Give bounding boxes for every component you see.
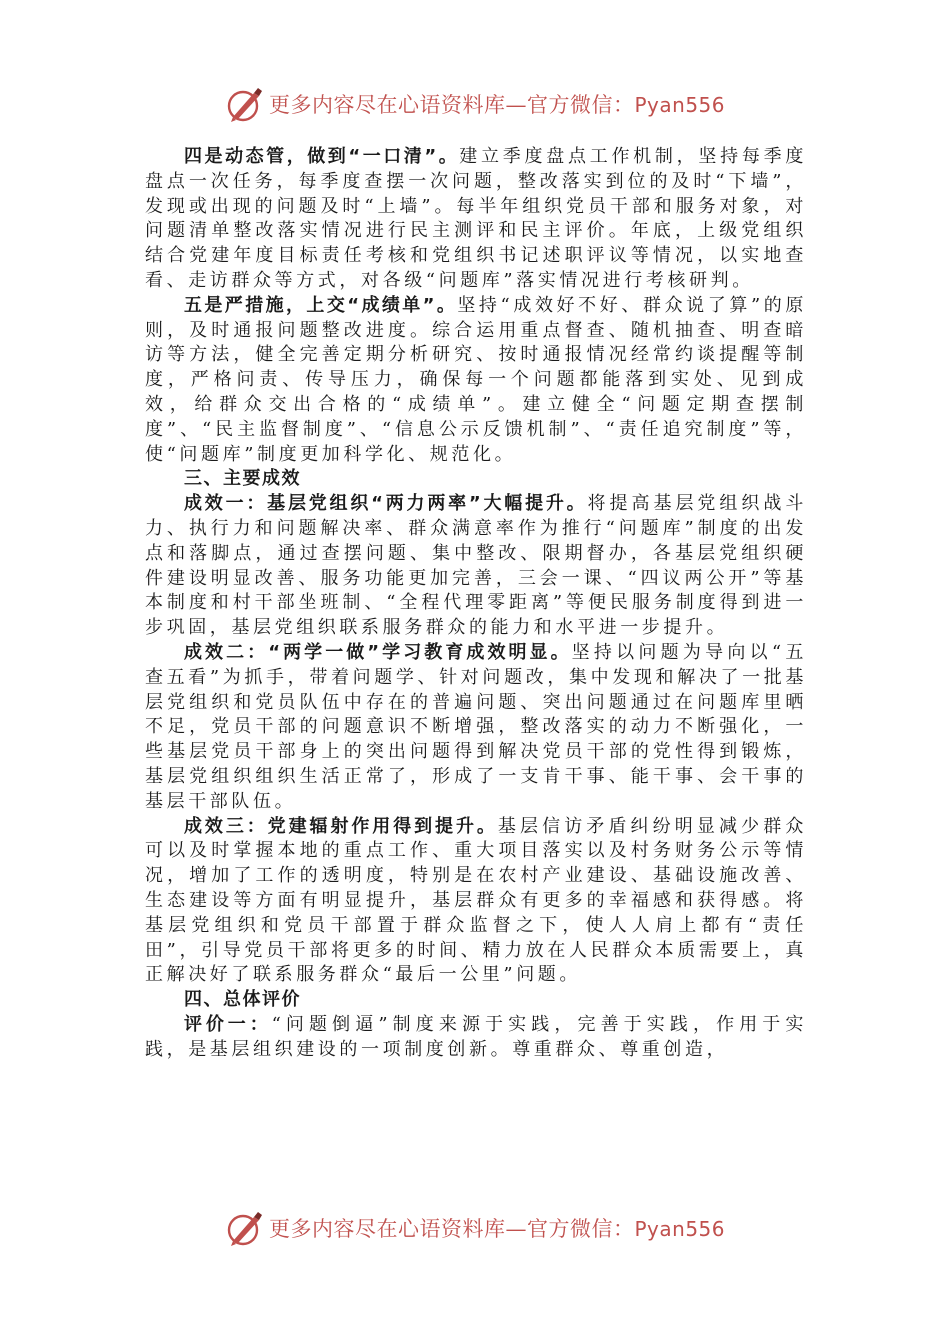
paragraph-result-two [145, 641, 807, 815]
watermark-banner-bottom [0, 1206, 950, 1250]
paragraph-lead: 四是动态管，做到“一口清”。 [184, 146, 460, 167]
watermark-text: 更多内容尽在心语资料库—官方微信：Pyan556 [268, 1217, 725, 1241]
paragraph-text: 坚持“成效好不好、群众说了算”的原则，及时通报问题整改进度。综合运用重点督查、随机抽查、明查暗访等方法，健全完善定期分析研究、按时通报情况经常约谈提醒等制度，严格问责、传导压力，确保每一个问题都能落到实处、见到成效，给群众交出合格的“成绩单”。建立健全“问题定期查摆制度”、“民主监督制度”、“信息公示反馈机制”、“责任追究制度”等，使“问题库”制度更加科学化、规范化。 [145, 294, 807, 465]
paragraph-text: 基层信访矛盾纠纷明显减少群众可以及时掌握本地的重点工作、重大项目落实以及村务财务公示等情况，增加了工作的透明度，特别是在农村产业建设、基础设施改善、生态建设等方面有明显提升，基层群众有更多的幸福感和获得感。将基层党组织和党员干部置于群众监督之下，使人人肩上都有“责任田”，引导党员干部将更多的时间、精力放在人民群众本质需要上，真正解决好了联系服务群众“最后一公里”问题。 [145, 815, 808, 986]
pen-circle-logo-icon [225, 1208, 265, 1248]
paragraph-lead: 成效二：“两学一做”学习教育成效明显。 [184, 641, 572, 663]
section-heading-main-results: 三、主要成效 [184, 468, 301, 490]
watermark-text: 更多内容尽在心语资料库—官方微信：Pyan556 [268, 93, 725, 117]
paragraph-lead: 五是严措施，上交“成绩单”。 [184, 294, 458, 316]
paragraph-result-one [145, 492, 807, 641]
paragraph-lead: 评价一： [184, 1013, 272, 1035]
paragraph-text: “问题倒逼”制度来源于实践，完善于实践，作用于实践，是基层组织建设的一项制度创新。尊重群众、尊重创造， [145, 1013, 807, 1060]
paragraph-text: 建立季度盘点工作机制，坚持每季度盘点一次任务，每季度查摆一次问题，整改落实到位的及时“下墙”，发现或出现的问题及时“上墙”。每半年组织党员干部和服务对象，对问题清单整改落实情况进行民主测评和民主评价。年底，上级党组织结合党建年度目标责任考核和党组织书记述职评议等情况，以实地查看、走访群众等方式，对各级“问题库”落实情况进行考核研判。 [145, 146, 807, 291]
paragraph-dynamic-management [145, 145, 807, 294]
paragraph-strict-measures [145, 294, 807, 468]
watermark-banner-top [0, 82, 950, 126]
paragraph-lead: 成效一：基层党组织“两力两率”大幅提升。 [184, 493, 588, 515]
pen-circle-logo-icon [225, 84, 265, 124]
paragraph-result-three [145, 815, 807, 989]
paragraph-text: 将提高基层党组织战斗力、执行力和问题解决率、群众满意率作为推行“问题库”制度的出发点和落脚点，通过查摆问题、集中整改、限期督办，各基层党组织硬件建设明显改善、服务功能更加完善，三会一课、“四议两公开”等基本制度和村干部坐班制、“全程代理零距离”等便民服务制度得到进一步巩固，基层党组织联系服务群众的能力和水平进一步提升。 [145, 493, 807, 639]
paragraph-lead: 成效三：党建辐射作用得到提升。 [184, 815, 498, 837]
document-body [145, 145, 807, 1062]
paragraph-text: 坚持以问题为导向以“五查五看”为抓手，带着问题学、针对问题改，集中发现和解决了一批基层党组织和党员队伍中存在的普遍问题、突出问题通过在问题库里晒不足，党员干部的问题意识不断增强，整改落实的动力不断强化，一些基层党员干部身上的突出问题得到解决党员干部的党性得到锻炼，基层党组织组织生活正常了，形成了一支肯干事、能干事、会干事的基层干部队伍。 [145, 641, 807, 812]
paragraph-evaluation-one [145, 1013, 807, 1063]
section-heading-overall-evaluation: 四、总体评价 [184, 989, 301, 1011]
